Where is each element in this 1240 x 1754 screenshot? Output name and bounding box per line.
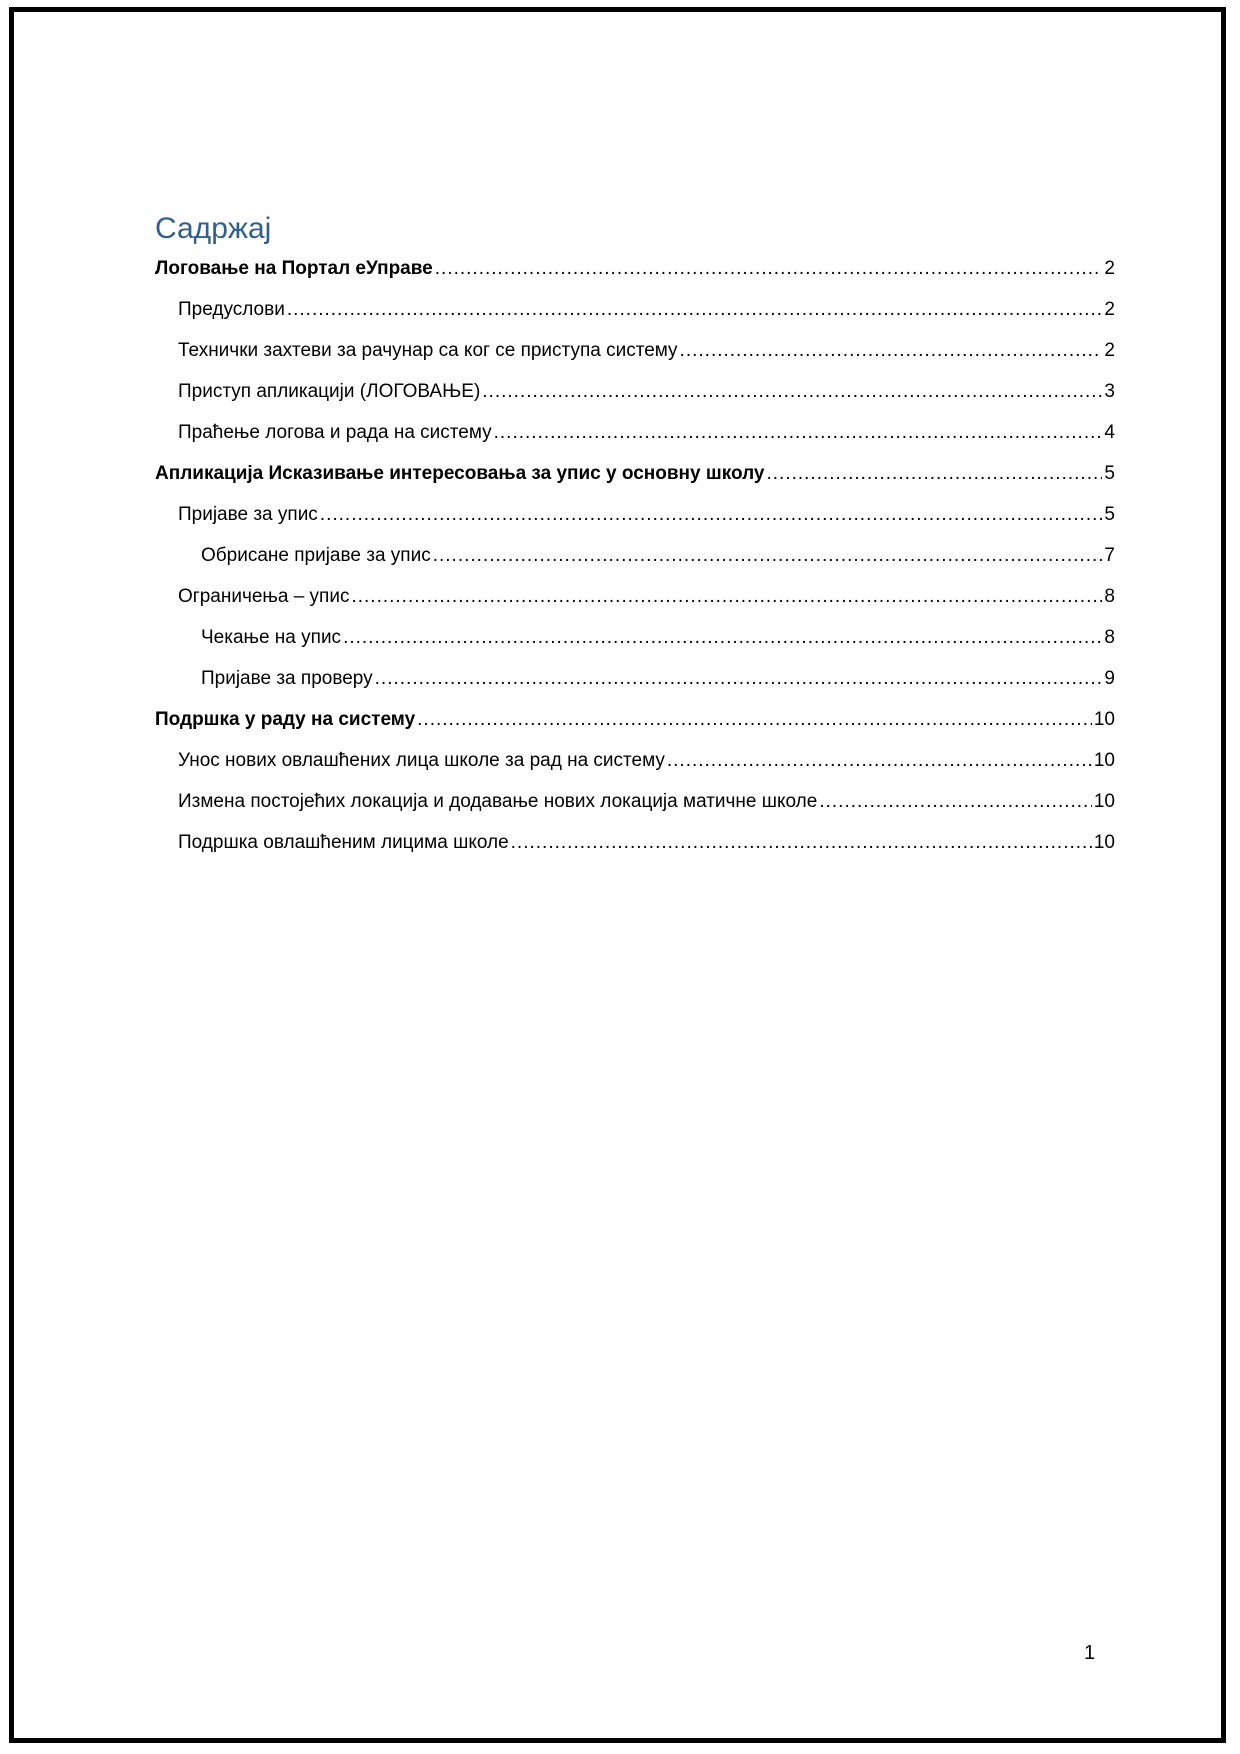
toc-entry-page: 10 — [1093, 791, 1115, 812]
toc-entry-label: Подршка у раду на систему — [155, 709, 416, 730]
toc-entry-label: Апликација Исказивање интересовања за упис у основну школу — [155, 463, 765, 484]
toc-entry-page: 10 — [1093, 832, 1115, 853]
toc-entry-label: Логовање на Портал еУправе — [155, 258, 433, 279]
toc-entry-page: 3 — [1104, 381, 1115, 402]
toc-leader — [287, 298, 1103, 322]
toc-entry-page: 7 — [1104, 545, 1115, 566]
toc-entry[interactable] — [155, 831, 1115, 872]
toc-leader — [494, 421, 1103, 445]
toc-entry-label: Пријаве за упис — [178, 504, 318, 525]
toc-entry-page: 5 — [1104, 504, 1115, 525]
toc-entry-label: Ограничења – упис — [178, 586, 350, 607]
toc-entry[interactable] — [155, 585, 1115, 626]
toc-entry[interactable] — [155, 503, 1115, 544]
toc-entry-page: 2 — [1104, 340, 1115, 361]
toc-entry[interactable] — [155, 667, 1115, 708]
toc-entry-label: Чекање на упис — [201, 627, 342, 648]
toc-leader — [511, 831, 1092, 855]
toc-entry-page: 4 — [1104, 422, 1115, 443]
toc-leader — [766, 462, 1102, 486]
toc-entry-label: Подршка овлашћеним лицима школе — [178, 832, 509, 853]
toc-leader — [343, 626, 1102, 650]
toc-leader — [482, 380, 1102, 404]
toc-entry-page: 8 — [1104, 627, 1115, 648]
toc-entry[interactable] — [155, 339, 1115, 380]
toc-entry[interactable] — [155, 544, 1115, 585]
toc-entry-page: 10 — [1093, 709, 1115, 730]
toc-leader — [351, 585, 1102, 609]
toc-leader — [433, 544, 1103, 568]
table-of-contents — [155, 257, 1115, 872]
toc-entry[interactable] — [155, 626, 1115, 667]
toc-entry-label: Обрисане пријаве за упис — [201, 545, 431, 566]
toc-leader — [375, 667, 1103, 691]
toc-entry-page: 2 — [1104, 299, 1115, 320]
toc-entry-label: Пријаве за проверу — [201, 668, 373, 689]
toc-entry[interactable] — [155, 708, 1115, 749]
document-page — [9, 7, 1226, 1743]
toc-entry-label: Унос нових овлашћених лица школе за рад на систему — [178, 750, 665, 771]
toc-entry-page: 5 — [1104, 463, 1115, 484]
toc-entry-page: 10 — [1093, 750, 1115, 771]
toc-entry[interactable] — [155, 462, 1115, 503]
toc-entry-page: 2 — [1104, 258, 1115, 279]
toc-leader — [320, 503, 1103, 527]
toc-entry-label: Предуслови — [178, 299, 285, 320]
toc-entry-label: Измена постојећих локација и додавање нових локација матичне школе — [178, 791, 818, 812]
toc-leader — [667, 749, 1092, 773]
toc-entry[interactable] — [155, 749, 1115, 790]
toc-entry-label: Праћење логова и рада на систему — [178, 422, 492, 443]
page-number: 1 — [1084, 1642, 1096, 1664]
toc-leader — [435, 257, 1103, 281]
toc-leader — [819, 790, 1092, 814]
toc-entry[interactable] — [155, 257, 1115, 298]
toc-leader — [680, 339, 1103, 363]
toc-entry[interactable] — [155, 421, 1115, 462]
toc-entry-label: Приступ апликацији (ЛОГОВАЊЕ) — [178, 381, 481, 402]
toc-entry-page: 8 — [1104, 586, 1115, 607]
toc-entry[interactable] — [155, 298, 1115, 339]
toc-entry-label: Технички захтеви за рачунар са ког се приступа систему — [178, 340, 678, 361]
toc-entry[interactable] — [155, 790, 1115, 831]
toc-entry-page: 9 — [1104, 668, 1115, 689]
toc-title: Садржај — [155, 212, 272, 245]
toc-entry[interactable] — [155, 380, 1115, 421]
toc-leader — [417, 708, 1092, 732]
